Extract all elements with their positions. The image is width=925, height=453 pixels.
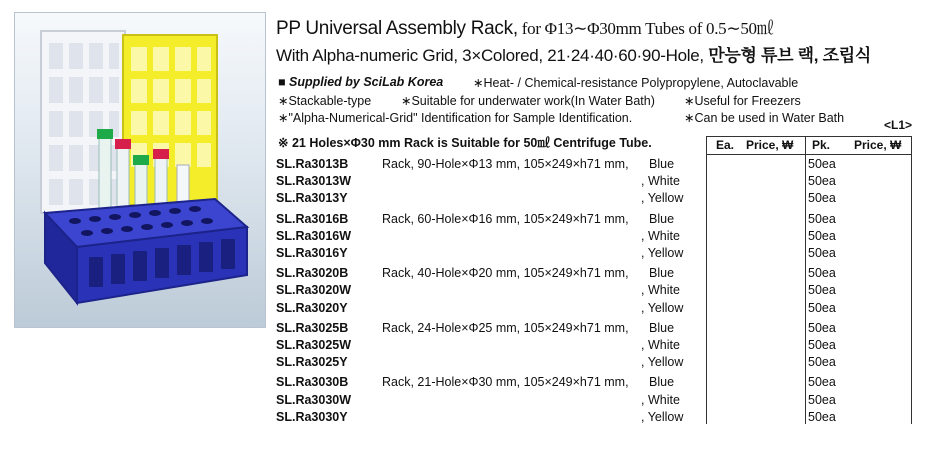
product-description: Rack, 60-Hole×Φ16 mm, 105×249×h71 mm, — [382, 211, 629, 226]
table-row — [0, 246, 925, 263]
table-row — [0, 410, 925, 427]
pack-quantity: 50ea — [808, 392, 836, 407]
header-price-1: Price, ₩ — [746, 138, 794, 152]
pack-quantity: 50ea — [808, 409, 836, 424]
table-row — [0, 191, 925, 208]
pack-quantity: 50ea — [808, 320, 836, 335]
product-color: , White — [641, 174, 680, 189]
pack-quantity: 50ea — [808, 300, 836, 315]
product-color: Blue — [649, 211, 675, 226]
catalog-number: SL.Ra3025B — [276, 320, 349, 335]
catalog-number: SL.Ra3016B — [276, 211, 349, 226]
product-color: , White — [641, 392, 680, 407]
catalog-number: SL.Ra3030B — [276, 375, 349, 390]
catalog-number: SL.Ra3020B — [276, 266, 349, 281]
catalog-number: SL.Ra3016W — [276, 228, 352, 243]
catalog-number: SL.Ra3013B — [276, 157, 349, 171]
feature-grid: ∗"Alpha-Numerical-Grid" Identification for Sample Identification. — [278, 111, 633, 125]
product-color: , Yellow — [641, 355, 684, 370]
pack-quantity: 50ea — [808, 338, 836, 352]
catalog-number: SL.Ra3025Y — [276, 355, 348, 370]
pack-quantity: 50ea — [808, 228, 836, 243]
header-price-2: Price, ₩ — [854, 138, 902, 152]
product-color: , White — [641, 228, 680, 243]
product-title-sub: for Φ13∼Φ30mm Tubes of 0.5∼50㎖ — [517, 19, 774, 38]
table-row — [0, 229, 925, 246]
table-row — [0, 266, 925, 283]
product-description: Rack, 21-Hole×Φ30 mm, 105×249×h71 mm, — [382, 375, 629, 390]
product-color: , Yellow — [641, 300, 684, 315]
catalog-number: SL.Ra3013W — [276, 174, 352, 189]
table-row — [0, 375, 925, 392]
supplier-line: ■ Supplied by SciLab Korea — [278, 75, 444, 89]
product-color: Blue — [649, 375, 675, 390]
table-row — [0, 157, 925, 174]
pack-quantity: 50ea — [808, 283, 836, 298]
product-subtitle-korean: 만능형 튜브 랙, 조립식 — [708, 46, 871, 65]
pack-quantity: 50ea — [808, 174, 836, 189]
product-color: , Yellow — [641, 191, 684, 206]
product-title — [276, 14, 773, 40]
product-color: Blue — [649, 266, 675, 281]
table-row — [0, 283, 925, 300]
catalog-number: SL.Ra3030W — [276, 392, 352, 407]
catalog-number: SL.Ra3030Y — [276, 409, 348, 424]
feature-heat: ∗Heat- / Chemical-resistance Polypropylene, Autoclavable — [473, 76, 799, 90]
product-description: Rack, 40-Hole×Φ20 mm, 105×249×h71 mm, — [382, 266, 629, 281]
pack-quantity: 50ea — [808, 266, 836, 281]
product-title-main: PP Universal Assembly Rack, — [276, 18, 518, 39]
pack-quantity: 50ea — [808, 157, 836, 171]
table-row — [0, 212, 925, 229]
product-color: Blue — [649, 320, 675, 335]
catalog-number: SL.Ra3013Y — [276, 191, 348, 206]
table-tag: <L1> — [884, 118, 913, 132]
catalog-number: SL.Ra3016Y — [276, 246, 348, 260]
table-row — [0, 301, 925, 318]
catalog-number: SL.Ra3025W — [276, 338, 352, 352]
feature-waterbath: ∗Can be used in Water Bath — [684, 111, 845, 125]
product-color: Blue — [649, 157, 675, 171]
header-ea: Ea. — [716, 138, 735, 152]
table-row — [0, 393, 925, 410]
product-color: , White — [641, 338, 680, 352]
product-subtitle-text: With Alpha-numeric Grid, 3×Colored, 21·24·40·60·90-Hole, — [276, 46, 709, 65]
feature-freezer: ∗Useful for Freezers — [684, 94, 801, 108]
pack-quantity: 50ea — [808, 191, 836, 206]
price-table-header — [706, 136, 912, 155]
header-pk: Pk. — [812, 138, 831, 152]
table-row — [0, 338, 925, 355]
product-subtitle — [276, 41, 871, 66]
product-description: Rack, 90-Hole×Φ13 mm, 105×249×h71 mm, — [382, 157, 629, 171]
feature-stackable: ∗Stackable-type — [278, 94, 372, 108]
table-row — [0, 321, 925, 338]
product-description: Rack, 24-Hole×Φ25 mm, 105×249×h71 mm, — [382, 320, 629, 335]
pack-quantity: 50ea — [808, 246, 836, 260]
catalog-number: SL.Ra3020W — [276, 283, 352, 298]
pack-quantity: 50ea — [808, 355, 836, 370]
table-row — [0, 355, 925, 372]
catalog-number: SL.Ra3020Y — [276, 300, 348, 315]
pack-quantity: 50ea — [808, 211, 836, 226]
product-color: , Yellow — [641, 246, 684, 260]
feature-underwater: ∗Suitable for underwater work(In Water Bath) — [401, 94, 655, 108]
table-row — [0, 174, 925, 191]
centrifuge-note: ※ 21 Holes×Φ30 mm Rack is Suitable for 50㎖ Centrifuge Tube. — [278, 136, 652, 150]
product-color: , Yellow — [641, 409, 684, 424]
product-color: , White — [641, 283, 680, 298]
pack-quantity: 50ea — [808, 375, 836, 390]
